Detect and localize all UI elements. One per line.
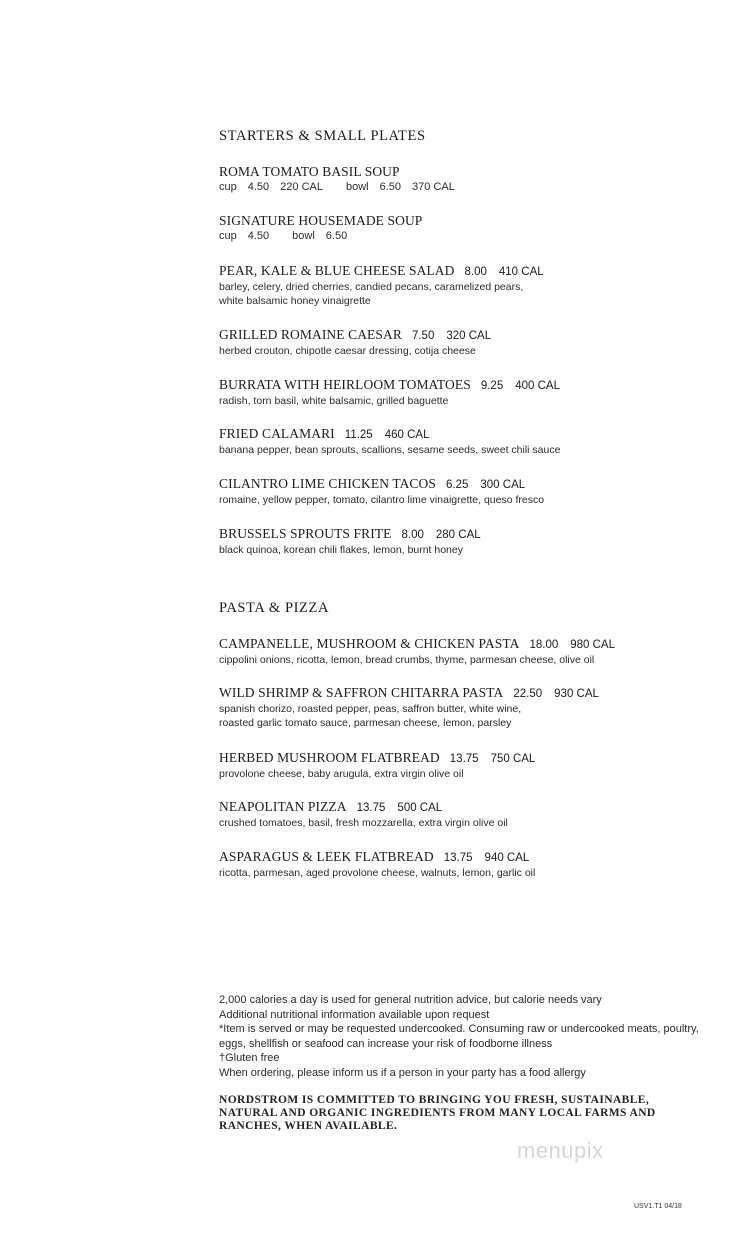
item-calories: 930 CAL	[554, 688, 599, 700]
item-name: ASPARAGUS & LEEK FLATBREAD	[219, 849, 434, 864]
section-title-pasta-pizza: PASTA & PIZZA	[219, 600, 330, 616]
nutrition-notes	[219, 993, 699, 1080]
item-description: cippolini onions, ricotta, lemon, bread crumbs, thyme, parmesan cheese, olive oil	[219, 654, 595, 666]
item-name: NEAPOLITAN PIZZA	[219, 799, 347, 814]
bowl-calories: 370 CAL	[412, 181, 455, 193]
cup-calories: 220 CAL	[280, 181, 323, 193]
item-calories: 500 CAL	[397, 802, 443, 814]
menu-item-shrimp-chitarra-pasta	[219, 685, 699, 730]
item-price: 7.50	[411, 330, 435, 342]
calorie-note: 2,000 calories a day is used for general nutrition advice, but calorie needs vary	[219, 994, 602, 1006]
item-price: 8.00	[464, 266, 487, 278]
item-price: 11.25	[344, 429, 373, 441]
item-name: WILD SHRIMP & SAFFRON CHITARRA PASTA	[219, 685, 504, 700]
cup-price: 4.50	[247, 181, 270, 193]
menu-item-burrata	[219, 377, 699, 408]
menu-item-chicken-tacos	[219, 476, 699, 507]
item-calories: 460 CAL	[384, 429, 430, 441]
size-options	[219, 229, 699, 243]
item-name: SIGNATURE HOUSEMADE SOUP	[219, 213, 423, 228]
item-description: spanish chorizo, roasted pepper, peas, saffron butter, white wine,	[219, 703, 522, 715]
bowl-price: 6.50	[379, 181, 402, 193]
item-price: 13.75	[356, 802, 386, 814]
item-calories: 400 CAL	[515, 380, 560, 392]
item-name: BRUSSELS SPROUTS FRITE	[219, 526, 392, 541]
document-code: USV1.T1 04/18	[634, 1203, 682, 1210]
item-description-cont: white balsamic honey vinaigrette	[219, 295, 371, 307]
menu-item-neapolitan-pizza	[219, 799, 699, 830]
item-price: 22.50	[513, 688, 543, 700]
item-description: banana pepper, bean sprouts, scallions, sesame seeds, sweet chili sauce	[219, 444, 561, 456]
cup-label: cup	[219, 230, 237, 242]
menu-item-pear-kale-salad	[219, 263, 699, 308]
menu-item-asparagus-leek-flatbread	[219, 849, 699, 880]
item-calories: 300 CAL	[480, 479, 526, 491]
item-price: 8.00	[401, 529, 424, 541]
gluten-free-note: †Gluten free	[219, 1052, 280, 1064]
item-description: romaine, yellow pepper, tomato, cilantro lime vinaigrette, queso fresco	[219, 494, 545, 506]
item-price: 13.75	[449, 753, 479, 765]
item-name: GRILLED ROMAINE CAESAR	[219, 327, 402, 342]
item-calories: 280 CAL	[435, 529, 481, 541]
menu-item-signature-housemade-soup	[219, 213, 699, 243]
cup-price: 4.50	[247, 230, 270, 242]
allergy-note: When ordering, please inform us if a person in your party has a food allergy	[219, 1066, 586, 1079]
menu-item-brussels-sprouts	[219, 526, 699, 557]
menu-item-grilled-romaine-caesar	[219, 327, 699, 358]
section-title-starters: STARTERS & SMALL PLATES	[219, 128, 426, 144]
menu-item-mushroom-flatbread	[219, 750, 699, 781]
item-description: crushed tomatoes, basil, fresh mozzarella, extra virgin olive oil	[219, 817, 508, 829]
item-name: HERBED MUSHROOM FLATBREAD	[219, 750, 440, 765]
item-calories: 750 CAL	[490, 753, 536, 765]
item-name: ROMA TOMATO BASIL SOUP	[219, 164, 400, 179]
menu-item-roma-tomato-basil-soup	[219, 164, 699, 194]
item-name: CILANTRO LIME CHICKEN TACOS	[219, 476, 436, 491]
watermark-logo: menupix	[517, 1138, 604, 1163]
item-price: 13.75	[443, 852, 473, 864]
item-calories: 940 CAL	[484, 852, 530, 864]
item-description: provolone cheese, baby arugula, extra virgin olive oil	[219, 768, 464, 780]
cup-label: cup	[219, 181, 237, 193]
item-description: black quinoa, korean chili flakes, lemon, burnt honey	[219, 544, 463, 556]
menu-item-fried-calamari	[219, 426, 699, 457]
bowl-label: bowl	[292, 230, 315, 242]
sourcing-statement: NORDSTROM IS COMMITTED TO BRINGING YOU FRESH, SUSTAINABLE, NATURAL AND ORGANIC INGREDIENTS FROM MANY LOCAL FARMS AND RANCHES, WHEN AVAILABLE.	[219, 1094, 656, 1132]
item-price: 9.25	[480, 380, 504, 392]
undercooked-warning-cont: eggs, shellfish or seafood can increase your risk of foodborne illness	[219, 1037, 553, 1050]
item-name: PEAR, KALE & BLUE CHEESE SALAD	[219, 263, 455, 278]
item-description: radish, torn basil, white balsamic, grilled baguette	[219, 395, 449, 407]
item-description: barley, celery, dried cherries, candied pecans, caramelized pears,	[219, 281, 524, 293]
bowl-label: bowl	[345, 181, 369, 193]
item-calories: 410 CAL	[498, 266, 544, 278]
item-name: CAMPANELLE, MUSHROOM & CHICKEN PASTA	[219, 636, 520, 651]
item-name: FRIED CALAMARI	[219, 426, 335, 441]
item-description: ricotta, parmesan, aged provolone cheese, walnuts, lemon, garlic oil	[219, 867, 536, 879]
item-name: BURRATA WITH HEIRLOOM TOMATOES	[219, 377, 471, 392]
item-calories: 980 CAL	[570, 639, 615, 651]
menu-item-campanelle-pasta	[219, 636, 699, 667]
item-price: 18.00	[529, 639, 559, 651]
item-description-cont: roasted garlic tomato sauce, parmesan cheese, lemon, parsley	[219, 717, 512, 729]
nutrition-info-note: Additional nutritional information available upon request	[219, 1008, 490, 1021]
item-description: herbed crouton, chipotle caesar dressing, cotija cheese	[219, 345, 476, 357]
size-options	[219, 180, 699, 194]
item-price: 6.25	[446, 479, 469, 491]
item-calories: 320 CAL	[446, 330, 492, 342]
undercooked-warning: *Item is served or may be requested undercooked. Consuming raw or undercooked meats, poultry,	[219, 1023, 699, 1035]
bowl-price: 6.50	[325, 230, 348, 242]
